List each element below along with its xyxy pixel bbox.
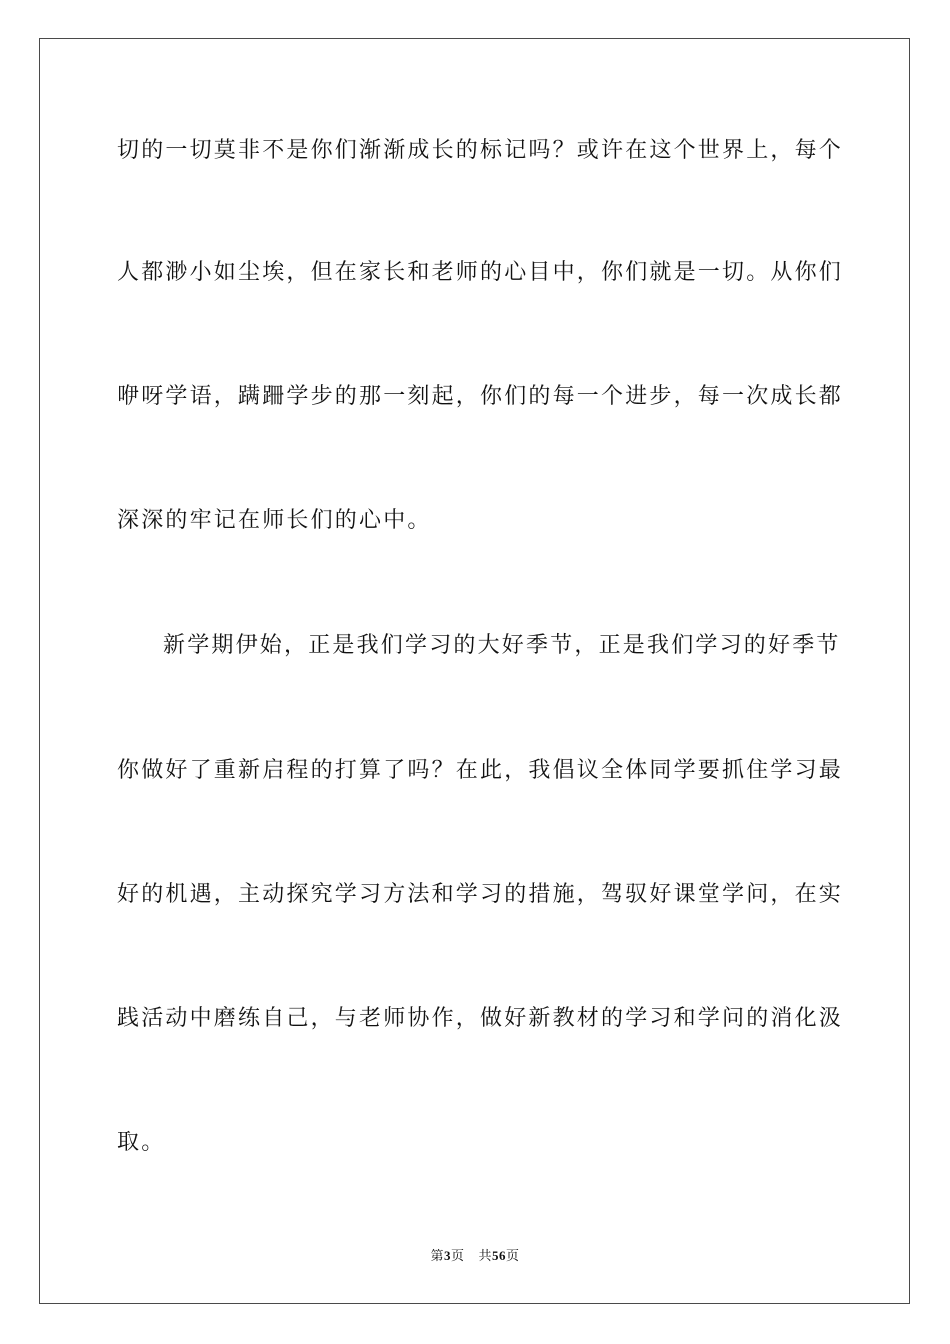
paragraph-line-1: 切的一切莫非不是你们渐渐成长的标记吗？或许在这个世界上，每个	[117, 138, 844, 163]
total-pages-number: 56	[492, 1248, 507, 1263]
paragraph-line-9: 取。	[117, 1130, 166, 1155]
paragraph-line-6: 你做好了重新启程的打算了吗？在此，我倡议全体同学要抓住学习最	[117, 758, 844, 783]
page-footer	[0, 1247, 950, 1266]
page-border	[39, 38, 910, 1304]
paragraph-line-2: 人都渺小如尘埃，但在家长和老师的心目中，你们就是一切。从你们	[117, 260, 844, 285]
paragraph-line-4: 深深的牢记在师长们的心中。	[117, 508, 432, 533]
current-page-number: 3	[443, 1248, 451, 1263]
page-label-prefix: 第	[430, 1249, 444, 1264]
paragraph-line-3: 咿呀学语，蹒跚学步的那一刻起，你们的每一个进步，每一次成长都	[117, 384, 844, 409]
page-label-suffix: 页	[450, 1249, 465, 1264]
paragraph-line-7: 好的机遇，主动探究学习方法和学习的措施，驾驭好课堂学问，在实	[117, 882, 844, 907]
total-label-prefix: 共	[478, 1249, 493, 1264]
paragraph-line-5: 新学期伊始，正是我们学习的大好季节，正是我们学习的好季节	[163, 633, 841, 658]
total-label-suffix: 页	[506, 1249, 520, 1264]
paragraph-line-8: 践活动中磨练自己，与老师协作，做好新教材的学习和学问的消化汲	[117, 1006, 844, 1031]
